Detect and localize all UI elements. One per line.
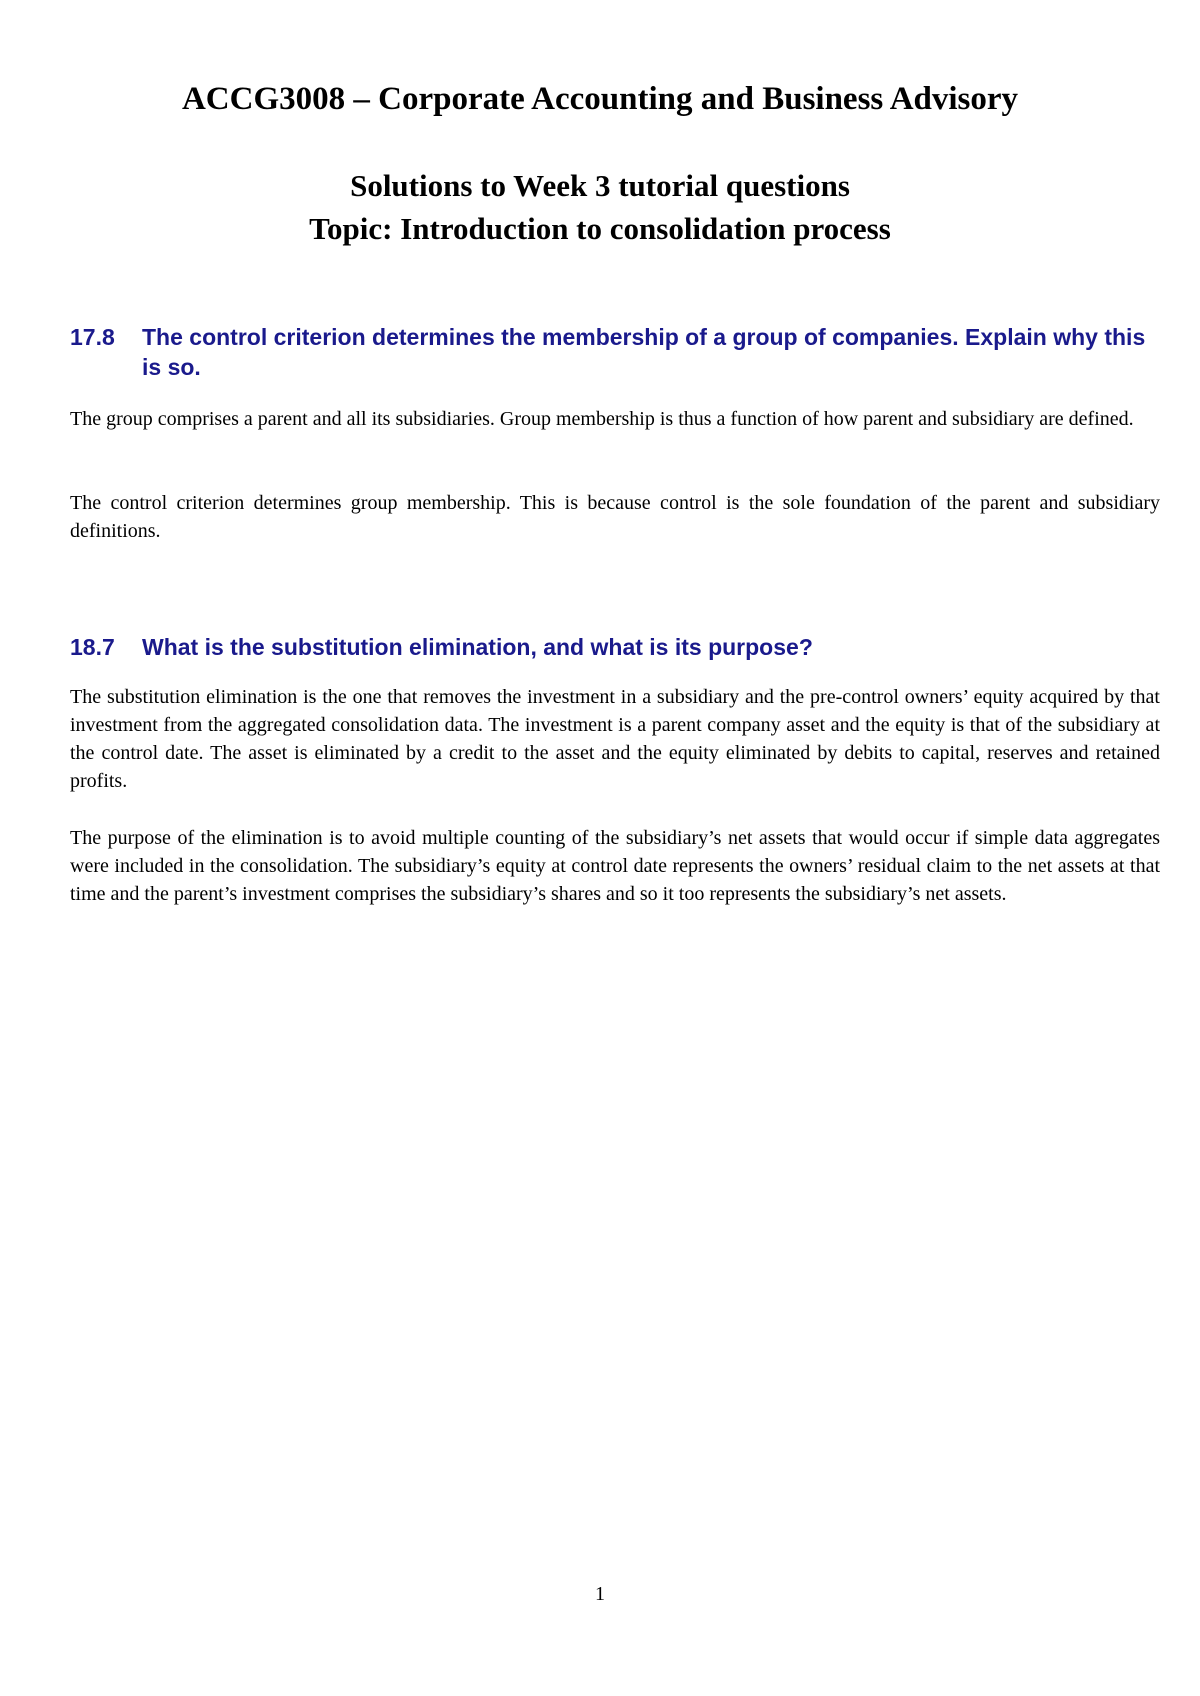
- question-text: What is the substitution elimination, and what is its purpose?: [142, 634, 813, 660]
- question-heading-17-8: [70, 322, 1170, 382]
- page-number: 1: [595, 1583, 605, 1605]
- question-number: 17.8: [70, 324, 115, 350]
- subtitle-week: Solutions to Week 3 tutorial questions: [350, 168, 850, 203]
- answer-paragraph: The purpose of the elimination is to avoid multiple counting of the subsidiary’s net assets that would occur if simple data aggregates were included in the consolidation. The subsidiary’s equity at control date represents the owners’ residual claim to the net assets at that time and the parent’s investment comprises the subsidiary’s shares and so it too represents the subsidiary’s net assets.: [70, 827, 1160, 905]
- question-heading-18-7: [70, 632, 1170, 662]
- subtitle-topic: Topic: Introduction to consolidation process: [309, 211, 891, 246]
- course-title: ACCG3008 – Corporate Accounting and Business Advisory: [181, 81, 1019, 117]
- answer-paragraph: The substitution elimination is the one that removes the investment in a subsidiary and the pre-control owners’ equity acquired by that investment from the aggregated consolidation data. The investment is a parent company asset and the equity is that of the subsidiary at the control date. The asset is eliminated by a credit to the asset and the equity eliminated by debits to capital, reserves and retained profits.: [70, 686, 1160, 792]
- question-text: The control criterion determines the membership of a group of companies. Explain why this is so.: [142, 324, 1146, 380]
- answer-paragraph: The control criterion determines group membership. This is because control is the sole foundation of the parent and subsidiary definitions.: [70, 492, 1160, 542]
- question-number: 18.7: [70, 634, 115, 660]
- answer-paragraph: The group comprises a parent and all its subsidiaries. Group membership is thus a function of how parent and subsidiary are defined.: [70, 408, 1134, 430]
